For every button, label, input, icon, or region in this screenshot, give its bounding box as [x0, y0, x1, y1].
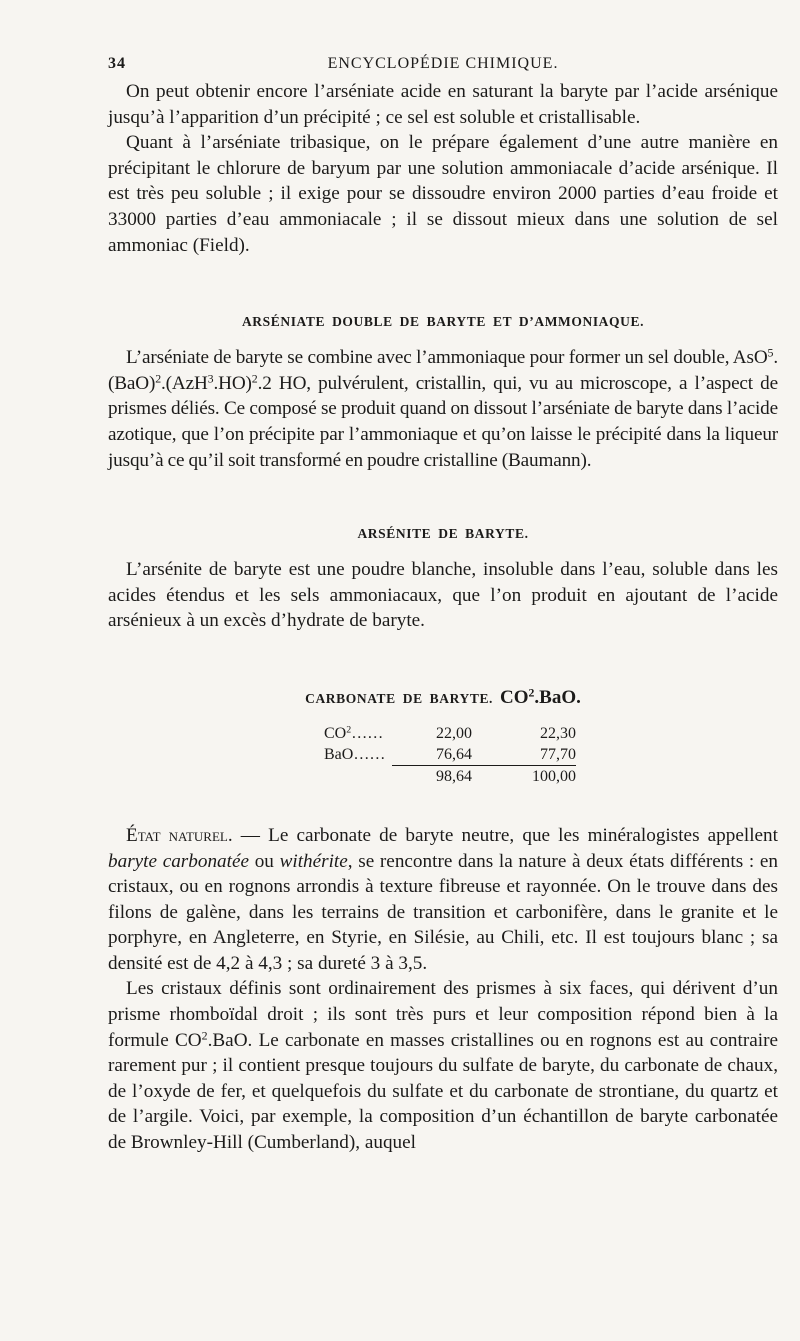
table-totals [392, 766, 778, 787]
paragraph: On peut obtenir encore l’arséniate acide en saturant la baryte par l’acide arsénique jusqu’à l’apparition d’un précipité ; ce sel est soluble et cristallisable. [108, 81, 778, 128]
run-in-heading: État naturel. [126, 824, 233, 846]
section-heading: CARBONATE DE BARYTE. $CO^2.BaO$. [305, 686, 581, 708]
page [108, 55, 778, 1156]
paragraph: L’arséniate de baryte se combine avec l’ammoniaque pour former un sel double, $AsO^5.(BaO)^2.(AzH^3.HO)^2.2$ HO, pulvérulent, cristallin, qui, vu au microscope, a l’aspect de prismes déliés. Ce composé se produit quand on dissout l’arséniate de baryte dans l’acide azotique, que l’on précipite par l’ammoniaque et qu’on laisse le précipité dans la liqueur jusqu’à ce qu’il soit transformé en poudre cristalline (Baumann). [108, 345, 778, 471]
section-heading: ARSÉNITE DE BARYTE. [357, 526, 529, 542]
cell-value: 76,64 [392, 744, 472, 766]
cell-value: 22,00 [436, 724, 472, 742]
running-title: ENCYCLOPÉDIE CHIMIQUE. [327, 55, 559, 72]
section-heading: ARSÉNIATE DOUBLE DE BARYTE ET D’AMMONIAQUE. [241, 314, 645, 330]
page-number: 34 [108, 55, 126, 72]
table-row [324, 744, 778, 766]
cell-value: 22,30 [540, 724, 576, 742]
paragraph: État naturel. — Le carbonate de baryte neutre, que les minéralogistes appellent baryte carbonatée ou withérite, se rencontre dans la nature à deux états différents : en cristaux, ou en rognons arrondis à texture fibreuse et rayonnée. On le trouve dans des filons de galène, dans les terrains de transition et carbonifère, dans le granite et le porphyre, en Angleterre, en Styrie, en Silésie, au Chili, etc. Il est toujours blanc ; sa densité est de 4,2 à 4,3 ; sa dureté 3 à 3,5. [108, 824, 778, 974]
table-row [324, 723, 778, 744]
row-label: BaO…… [324, 745, 386, 763]
running-header [108, 55, 778, 79]
paragraph: Les cristaux définis sont ordinairement des prismes à six faces, qui dérivent d’un prisme rhomboïdal droit ; ils sont très purs et leur composition répond bien à la formule $CO^2.BaO$. Le carbonate en masses cristallines ou en rognons est au contraire rarement pur ; il contient presque toujours du sulfate de baryte, du carbonate de chaux, de l’oxyde de fer, et quelquefois du sulfate et du carbonate de strontiane, du quartz et de l’argile. Voici, par exemple, la composition d’un échantillon de baryte carbonatée de Brownley-Hill (Cumberland), auquel [108, 978, 778, 1154]
total-value: 98,64 [436, 767, 472, 785]
row-label: $CO^2\dots\dots$ [324, 724, 384, 742]
cell-value: 77,70 [472, 744, 576, 766]
paragraph: Quant à l’arséniate tribasique, on le prépare également d’une autre manière en précipitant le chlorure de baryum par une solution ammoniacale d’acide arsénique. Il est très peu soluble ; il exige pour se dissoudre environ 2000 parties d’eau froide et 33000 parties d’eau ammoniacale ; il se dissout mieux dans une solution de sel ammoniac (Field). [108, 132, 778, 256]
composition-table [324, 723, 778, 787]
paragraph: L’arsénite de baryte est une poudre blanche, insoluble dans l’eau, soluble dans les acides étendus et les sels ammoniacaux, que l’on produit en ajoutant de l’acide arsénieux à un excès d’hydrate de baryte. [108, 559, 778, 632]
total-value: 100,00 [532, 767, 576, 785]
